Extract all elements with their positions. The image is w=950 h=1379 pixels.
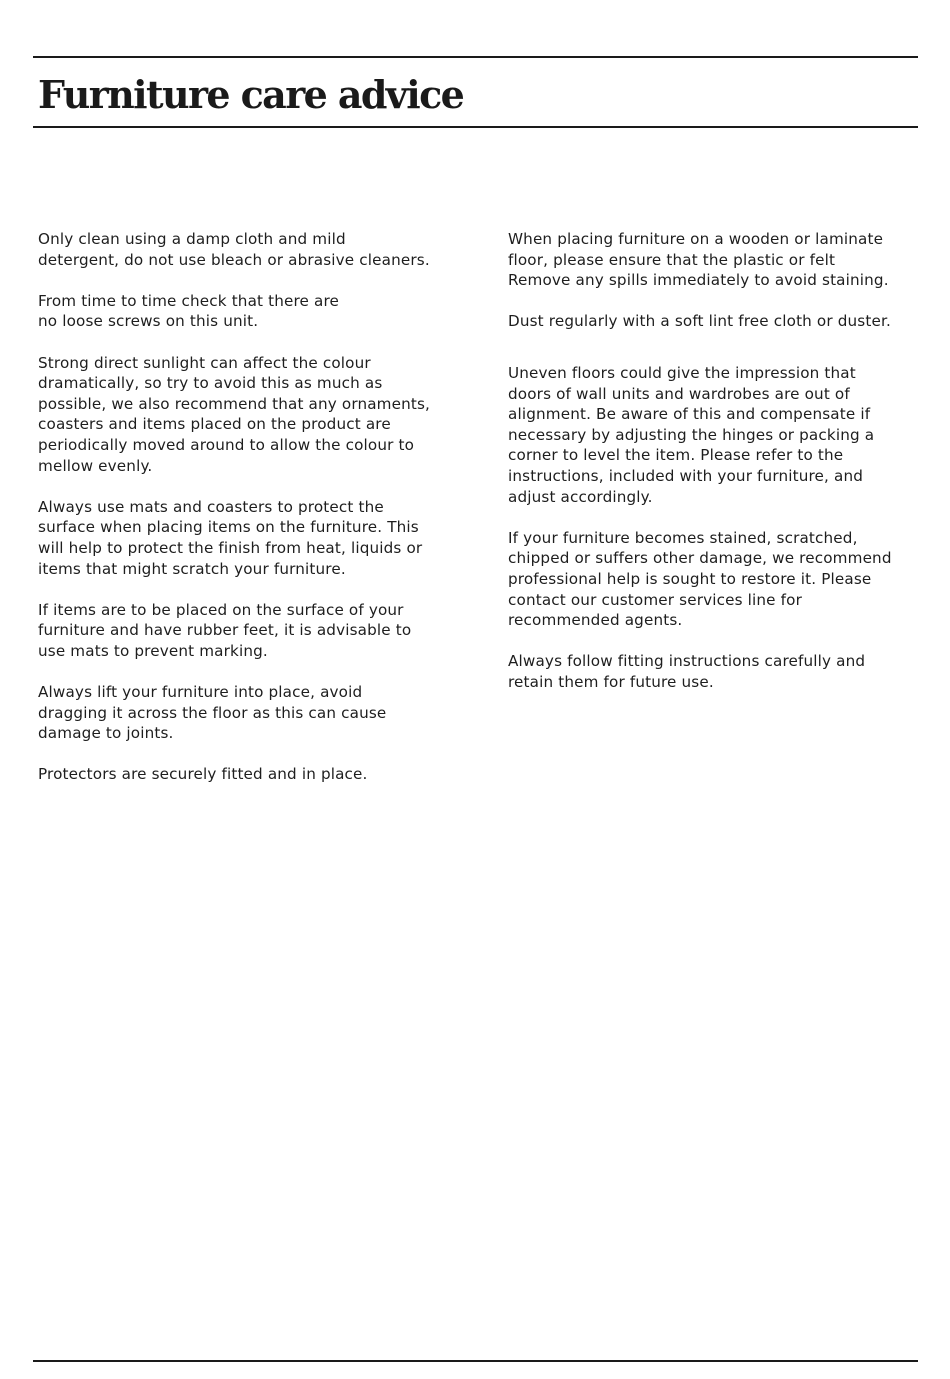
care-paragraph-dusting: Dust regularly with a soft lint free cloth or duster. [508, 312, 891, 331]
care-paragraph-cleaning: Only clean using a damp cloth and mild detergent, do not use bleach or abrasive cleaners. [38, 230, 430, 269]
care-paragraph-damage: If your furniture becomes stained, scratched, chipped or suffers other damage, we recommend professional help is sought to restore it. Please contact our customer services line for recommended agents. [508, 528, 892, 630]
right-column [508, 229, 923, 692]
page-title: Furniture care advice [38, 72, 464, 117]
care-paragraph-lifting: Always lift your furniture into place, avoid dragging it across the floor as this can cause damage to joints. [38, 683, 387, 743]
care-paragraph-protectors: Protectors are securely fitted and in place. [38, 765, 368, 784]
care-paragraph-rubber-feet: If items are to be placed on the surface of your furniture and have rubber feet, it is advisable to use mats to prevent marking. [38, 600, 412, 660]
care-paragraph-mats-coasters: Always use mats and coasters to protect the surface when placing items on the furniture. This will help to protect the finish from heat, liquids or items that might scratch your furniture. [38, 497, 423, 578]
care-paragraph-fitting-instructions: Always follow fitting instructions carefully and retain them for future use. [508, 652, 866, 691]
bottom-divider [33, 1360, 918, 1362]
left-column [38, 229, 468, 785]
top-divider [33, 56, 918, 58]
title-divider [33, 126, 918, 128]
care-paragraph-screws: From time to time check that there are no loose screws on this unit. [38, 291, 340, 331]
care-paragraph-uneven-floors: Uneven floors could give the impression that doors of wall units and wardrobes are out of alignment. Be aware of this and compensate if necessary by adjusting the hinges or packing a corner to level the item. Please refer to the instructions, included with your furniture, and adjust accordingly. [508, 363, 875, 506]
care-paragraph-floors: When placing furniture on a wooden or laminate floor, please ensure that the plastic or felt Remove any spills immediately to avoid staining. [508, 230, 889, 290]
care-paragraph-sunlight: Strong direct sunlight can affect the colour dramatically, so try to avoid this as much as possible, we also recommend that any ornaments, coasters and items placed on the product are periodically moved around to allow the colour to mellow evenly. [38, 353, 431, 475]
